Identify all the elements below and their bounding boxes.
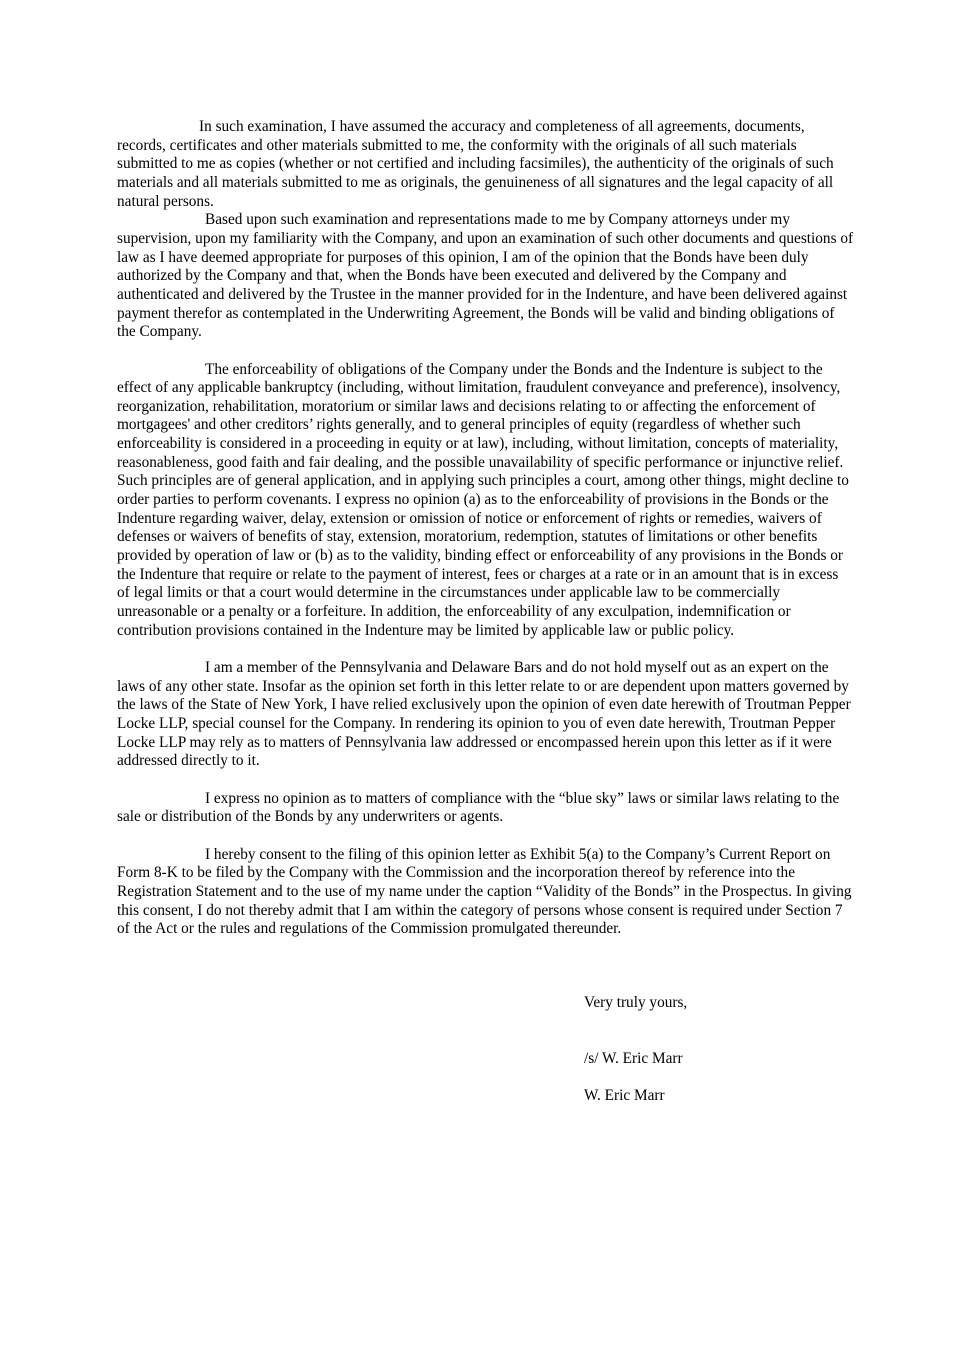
letter-body <box>117 118 854 939</box>
paragraph-enforceability: The enforceability of obligations of the Company under the Bonds and the Indenture is subject to the effect of any applicable bankruptcy (including, without limitation, fraudulent conveyance and preference), insolvency, reorganization, rehabilitation, moratorium or similar laws and decisions relating to or affecting the enforcement of mortgagees' and other creditors’ rights generally, and to general principles of equity (regardless of whether such enforceability is considered in a proceeding in equity or at law), including, without limitation, concepts of materiality, reasonableness, good faith and fair dealing, and the possible unavailability of specific performance or injunctive relief. Such principles are of general application, and in applying such principles a court, among other things, might decline to order parties to perform covenants. I express no opinion (a) as to the enforceability of provisions in the Bonds or the Indenture regarding waiver, delay, extension or omission of notice or enforcement of rights or remedies, waivers of defenses or waivers of benefits of stay, extension, moratorium, redemption, statutes of limitations or other benefits provided by operation of law or (b) as to the validity, binding effect or enforceability of any provisions in the Bonds or the Indenture that require or relate to the payment of interest, fees or charges at a rate or in an amount that is in excess of legal limits or that a court would determine in the circumstances under applicable law to be commercially unreasonable or a penalty or a forfeiture. In addition, the enforceability of any exculpation, indemnification or contribution provisions contained in the Indenture may be limited by applicable law or public policy. <box>117 360 849 639</box>
paragraph-bar-membership: I am a member of the Pennsylvania and Delaware Bars and do not hold myself out as an expert on the laws of any other state. Insofar as the opinion set forth in this letter relate to or are dependent upon matters governed by the laws of the State of New York, I have relied exclusively upon the opinion of even date herewith of Troutman Pepper Locke LLP, special counsel for the Company. In rendering its opinion to you of even date herewith, Troutman Pepper Locke LLP may rely as to matters of Pennsylvania law addressed or encompassed herein upon this letter as if it were addressed directly to it. <box>117 659 851 770</box>
signature-line: /s/ W. Eric Marr <box>584 1050 683 1067</box>
paragraph-blue-sky: I express no opinion as to matters of compliance with the “blue sky” laws or similar laws relating to the sale or distribution of the Bonds by any underwriters or agents. <box>117 789 840 826</box>
paragraph-examination-assumptions: In such examination, I have assumed the accuracy and completeness of all agreements, documents, records, certificates and other materials submitted to me, the conformity with the originals of all such materials submitted to me as copies (whether or not certified and including facsimiles), the authenticity of the originals of such materials and all materials submitted to me as originals, the genuineness of all signatures and the legal capacity of all natural persons. <box>117 118 834 210</box>
signer-name: W. Eric Marr <box>584 1087 665 1104</box>
closing-salutation: Very truly yours, <box>584 994 688 1011</box>
paragraph-opinion: Based upon such examination and representations made to me by Company attorneys under my supervision, upon my familiarity with the Company, and upon an examination of such other documents and questions of law as I have deemed appropriate for purposes of this opinion, I am of the opinion that the Bonds have been duly authorized by the Company and that, when the Bonds have been executed and delivered by the Company and authenticated and delivered by the Trustee in the manner provided for in the Indenture, and have been delivered against payment therefor as contemplated in the Underwriting Agreement, the Bonds will be valid and binding obligations of the Company. <box>117 211 854 341</box>
paragraph-consent: I hereby consent to the filing of this opinion letter as Exhibit 5(a) to the Company’s Current Report on Form 8-K to be filed by the Company with the Commission and the incorporation thereof by reference into the Registration Statement and to the use of my name under the caption “Validity of the Bonds” in the Prospectus. In giving this consent, I do not thereby admit that I am within the category of persons whose consent is required under Section 7 of the Act or the rules and regulations of the Commission promulgated thereunder. <box>117 845 852 938</box>
